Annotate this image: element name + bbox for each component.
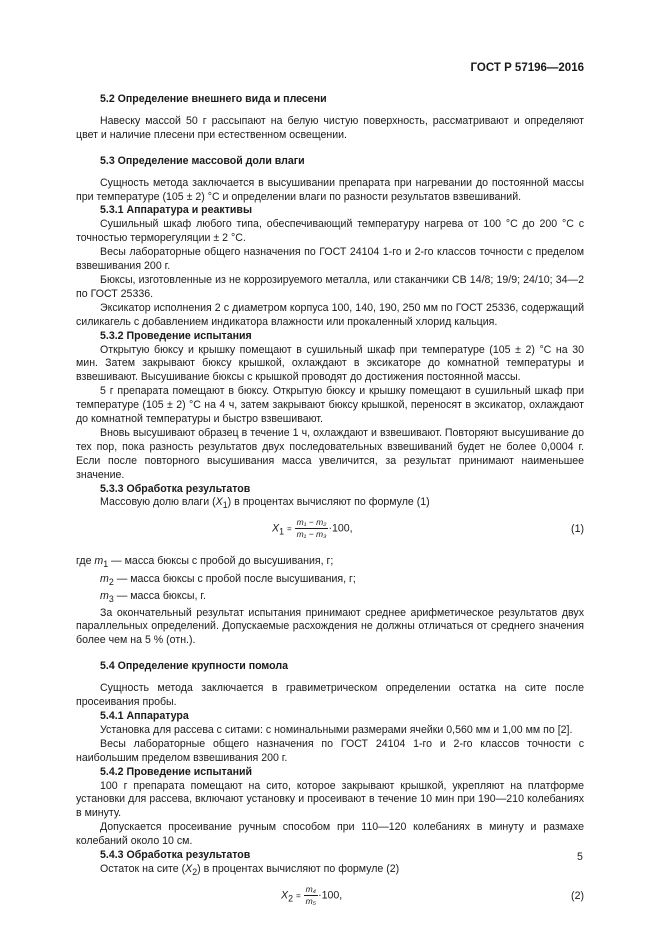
paragraph-text-a: Остаток на сите ( (100, 862, 186, 875)
variable-x-subscript: 1 (222, 500, 228, 511)
legend-line-1 (76, 555, 584, 572)
paragraph-text-b: ) в процентах вычисляют по формуле (1) (227, 496, 430, 509)
section-5-3-1-paragraph-4: Эксикатор исполнения 2 с диаметром корпуса 100, 140, 190, 250 мм по ГОСТ 25336, содержащий силикагель с добавлением индикатора влажности или прокаленный хлорид кальция. (76, 301, 584, 328)
formula-2-fraction (304, 884, 319, 907)
formula-2-number: (2) (571, 889, 584, 902)
formula-1 (76, 517, 584, 551)
section-5-3-2-paragraph-2: 5 г препарата помещают в бюксу. Открытую бюксу и крышку помещают в сушильный шкаф при температуре (105 ± 2) °С на 4 ч, затем закрывают бюксу крышкой, переносят в эксикатор, охлаждают до комнатной температуры и быстро взвешивают. (76, 385, 584, 426)
section-5-4-3-paragraph-1 (76, 863, 584, 880)
section-5-3-2-paragraph-3: Вновь высушивают образец в течение 1 ч, охлаждают и взвешивают. Повторяют высушивание до тех пор, пока разность результатов двух последовательных взвешиваний будет не более 0,0004 г. Если после повторного высушивания масса увеличится, за результат принимают наименьшее значение. (76, 426, 584, 481)
legend-text: — масса бюксы с пробой до высушивания, г; (108, 555, 334, 568)
paragraph-text-a: Массовую долю влаги ( (100, 496, 216, 509)
paragraph-text-b: ) в процентах вычисляют по формуле (2) (197, 862, 400, 875)
section-5-3-2-paragraph-1: Открытую бюксу и крышку помещают в сушильный шкаф при температуре (105 ± 2) °С на 30 мин. Затем закрывают бюксу крышкой, охлаждают в эксикаторе до комнатной температуры и взвешивают. Высушивание бюксы с крышкой проводят до достижения постоянной массы. (76, 343, 584, 384)
variable-x: X (215, 496, 223, 509)
formula-2-lhs-subscript: 2 (288, 893, 293, 904)
section-5-3-1-paragraph-3: Бюксы, изготовленные из не коррозируемого металла, или стаканчики СВ 14/8; 19/9; 24/10; 34—2 по ГОСТ 25336. (76, 273, 584, 300)
legend-text: — масса бюксы с пробой после высушивания, г; (113, 572, 356, 585)
legend-symbol: m (100, 572, 109, 585)
legend-subscript: 3 (108, 593, 114, 604)
section-5-3-3-paragraph-2: За окончательный результат испытания принимают среднее арифметическое результатов двух параллельных определений. Допускаемые расхождения не должны отличаться от среднего значения более чем на 5 % (отн.). (76, 606, 584, 647)
legend-subscript: 2 (108, 576, 114, 587)
page-content (76, 87, 584, 918)
document-code-header: ГОСТ Р 57196—2016 (470, 62, 584, 74)
legend-subscript: 1 (103, 559, 109, 570)
section-5-4-2-paragraph-2: Допускается просеивание ручным способом при 110—120 колебаниях в минуту и размахе колебаний около 10 см. (76, 821, 584, 848)
section-5-4-1-paragraph-2: Весы лабораторные общего назначения по ГОСТ 24104 1-го и 2-го классов точности с наибольшим пределом взвешивания 200 г. (76, 737, 584, 764)
formula-2-numerator: m₄ (305, 883, 317, 894)
section-5-4-3-title: 5.4.3 Обработка результатов (100, 849, 251, 862)
formula-2 (76, 884, 584, 914)
section-5-2-paragraph: Навеску массой 50 г рассыпают на белую чистую поверхность, рассматривают и определяют цвет и наличие плесени при естественном освещении. (76, 114, 584, 141)
variable-x-subscript: 2 (192, 867, 198, 878)
legend-symbol: m (100, 589, 109, 602)
section-5-3-1-paragraph-2: Весы лабораторные общего назначения по ГОСТ 24104 1-го и 2-го классов точности с пределом взвешивания 200 г. (76, 246, 584, 273)
section-5-2-title: 5.2 Определение внешнего вида и плесени (100, 93, 327, 105)
section-5-3-3-title: 5.3.3 Обработка результатов (100, 482, 251, 495)
section-5-4-1-title: 5.4.1 Аппаратура (100, 709, 189, 722)
section-5-3-1-title: 5.3.1 Аппаратура и реактивы (100, 204, 252, 217)
formula-1-lhs-subscript: 1 (279, 526, 284, 537)
legend-text: — масса бюксы, г. (113, 589, 206, 602)
formula-1-denominator: m₁ − m₃ (296, 529, 327, 540)
formula-2-denominator: m₅ (305, 895, 317, 906)
formula-1-expression (272, 517, 353, 540)
formula-1-lhs: X (272, 522, 280, 535)
formula-1-number: (1) (571, 523, 584, 536)
section-5-3-3-paragraph-1 (76, 496, 584, 513)
formula-2-lhs: X (281, 889, 289, 902)
section-5-4-1-paragraph-1: Установка для рассева с ситами: с номинальными размерами ячейки 0,560 мм и 1,00 мм по [2]. (100, 723, 573, 736)
section-5-4-paragraph: Сущность метода заключается в гравиметрическом определении остатка на сите после просеивания пробы. (76, 682, 584, 709)
page-number: 5 (577, 851, 583, 863)
legend-line-2 (76, 573, 584, 590)
formula-1-tail: ·100, (328, 522, 353, 535)
formula-1-fraction (295, 517, 329, 540)
section-5-3-1-paragraph-1: Сушильный шкаф любого типа, обеспечивающий температуру нагрева от 100 °С до 200 °С с точностью терморегуляции ± 2 °С. (76, 218, 584, 245)
legend-symbol: m (94, 555, 104, 568)
formula-2-equals: = (295, 891, 301, 901)
section-5-4-2-paragraph-1: 100 г препарата помещают на сито, которое закрывают крышкой, укрепляют на платформе установки для рассева, включают установку и просеивают в течение 10 мин при 190—210 колебаниях в минуту. (76, 779, 584, 820)
variable-x: X (185, 862, 193, 875)
formula-1-numerator: m₁ − m₂ (295, 517, 329, 529)
formula-2-expression (281, 884, 342, 907)
legend-line-3 (76, 590, 584, 607)
section-5-3-paragraph: Сущность метода заключается в высушивании препарата при нагревании до постоянной массы при температуре (105 ± 2) °С и определении влаги по разности результатов взвешиваний. (76, 176, 584, 203)
section-5-3-2-title: 5.3.2 Проведение испытания (100, 329, 252, 342)
section-5-3-title: 5.3 Определение массовой доли влаги (100, 154, 305, 167)
formula-2-tail: ·100, (318, 889, 343, 902)
formula-1-equals: = (286, 524, 292, 534)
section-5-4-title: 5.4 Определение крупности помола (100, 660, 288, 673)
legend-where: где (76, 555, 92, 568)
section-5-4-2-title: 5.4.2 Проведение испытаний (100, 765, 253, 778)
